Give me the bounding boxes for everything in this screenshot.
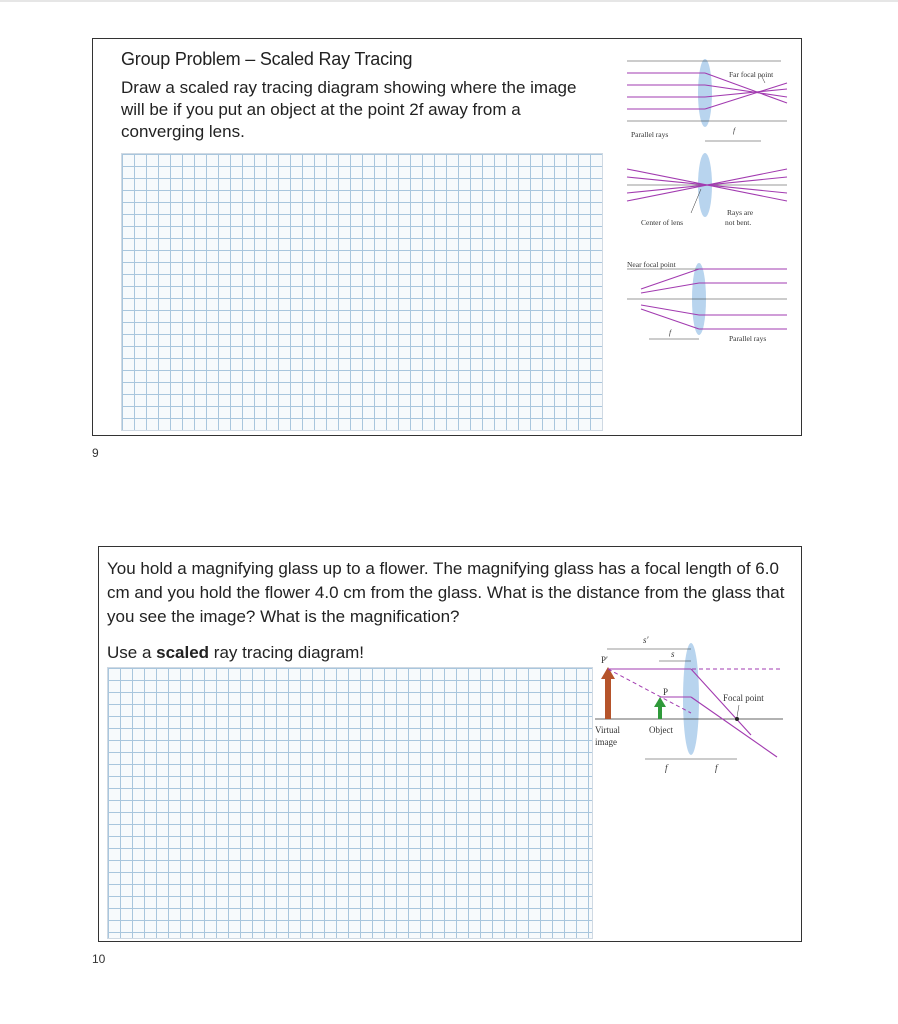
label-f-1: f [733,126,736,135]
panel-center-of-lens [627,153,787,227]
magnifier-ray-figure [591,635,787,785]
label-rays-not-bent-2: not bent. [725,218,752,227]
panel-parallel-rays [627,59,787,141]
label-parallel-rays-1: Parallel rays [631,130,669,139]
focal-point-dot [735,717,739,721]
instruction-suffix: ray tracing diagram! [209,643,365,662]
label-f-left: f [665,763,668,773]
label-p-prime: P′ [601,655,608,665]
label-virtual-1: Virtual [595,725,620,735]
virtual-image-arrow [605,677,611,719]
label-s: s [671,649,675,659]
magnifier-lens [683,643,699,755]
slide-magnifying-glass [98,546,802,942]
label-far-focal-point: Far focal point [729,70,774,79]
page-number-9: 9 [92,446,99,460]
lens-1 [698,59,712,127]
label-f-2: f [669,328,672,337]
label-f-right: f [715,763,718,773]
label-focal-point: Focal point [723,693,764,703]
slide-title: Group Problem – Scaled Ray Tracing [121,49,413,69]
page-number-10: 10 [92,952,106,966]
problem-text-magnifier: You hold a magnifying glass up to a flower. The magnifying glass has a focal length of 6.0 cm and you hold the flower 4.0 cm from the glass. What is the distance from the glass that you see the image? What is the magnification? [107,559,785,626]
top-edge-line [0,0,898,2]
panel-near-focal-point [627,260,787,343]
label-parallel-rays-2: Parallel rays [729,334,767,343]
label-near-focal-point: Near focal point [627,260,676,269]
label-center-of-lens: Center of lens [641,218,684,227]
label-p: P [663,687,669,697]
problem-text: Draw a scaled ray tracing diagram showing where the image will be if you put an object at the point 2f away from a converging lens. [121,78,577,141]
slide-group-problem [92,38,802,436]
ray-rules-figure [621,53,801,353]
object-arrow [658,705,662,719]
label-s-prime: s′ [643,635,649,645]
instruction-text [107,643,364,663]
instruction-prefix: Use a [107,643,157,662]
label-rays-not-bent-1: Rays are [727,208,754,217]
label-object: Object [649,725,673,735]
label-virtual-2: image [595,737,617,747]
instruction-bold: scaled [156,643,210,662]
graph-paper-area-2[interactable] [107,667,593,939]
graph-paper-area[interactable] [121,153,603,431]
